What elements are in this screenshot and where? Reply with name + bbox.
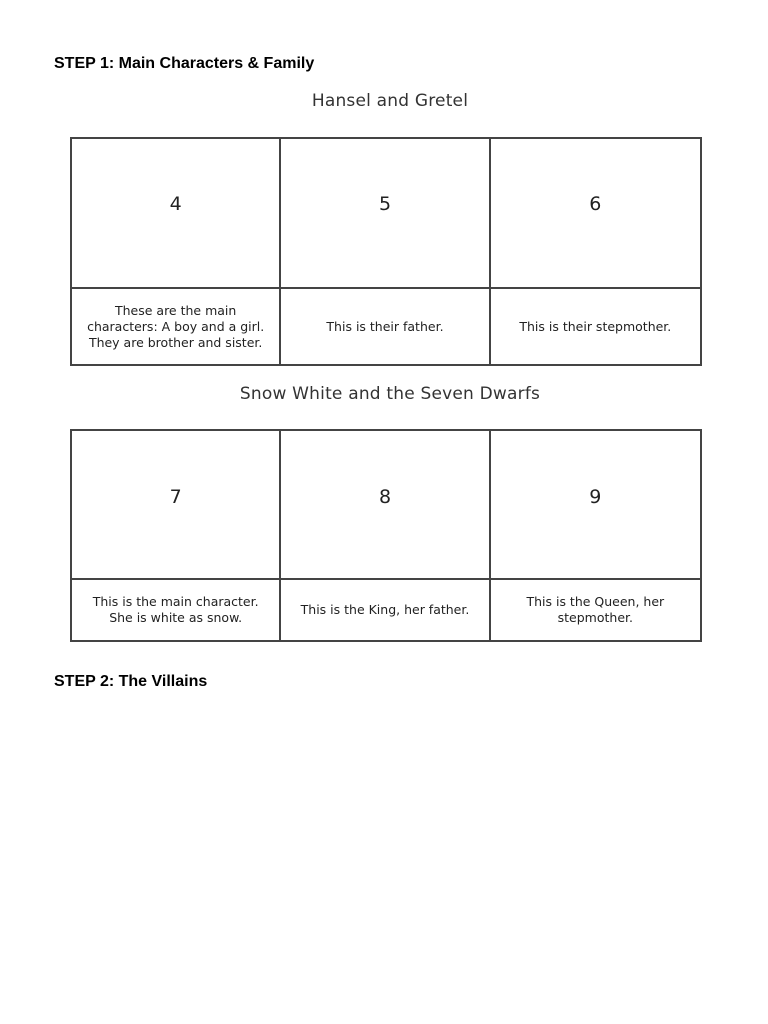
story-title-snow-white: Snow White and the Seven Dwarfs bbox=[239, 384, 541, 404]
card-description: This is their stepmother. bbox=[519, 318, 672, 334]
card-description: This is the Queen, her stepmother. bbox=[526, 594, 665, 625]
card-description: This is their father. bbox=[281, 289, 490, 364]
card-number: 4 bbox=[72, 139, 281, 289]
step-2-heading: STEP 2: The Villains bbox=[54, 673, 208, 690]
card-description: This is the King, her father. bbox=[281, 580, 490, 640]
story-title-hansel-and-gretel: Hansel and Gretel bbox=[311, 91, 469, 111]
step-1-heading: STEP 1: Main Characters & Family bbox=[54, 55, 315, 72]
card-number: 5 bbox=[281, 139, 490, 289]
card-grid-hansel-and-gretel bbox=[70, 137, 702, 366]
card-number: 8 bbox=[281, 431, 490, 580]
card-description: This is the main character. She is white as snow. bbox=[72, 580, 281, 640]
card-description: These are the main characters: A boy and a girl. They are brother and sister. bbox=[72, 289, 281, 364]
card-number: 7 bbox=[72, 431, 281, 580]
card-number: 6 bbox=[491, 139, 700, 289]
card-grid-snow-white bbox=[70, 429, 702, 642]
card-number: 9 bbox=[491, 431, 700, 580]
